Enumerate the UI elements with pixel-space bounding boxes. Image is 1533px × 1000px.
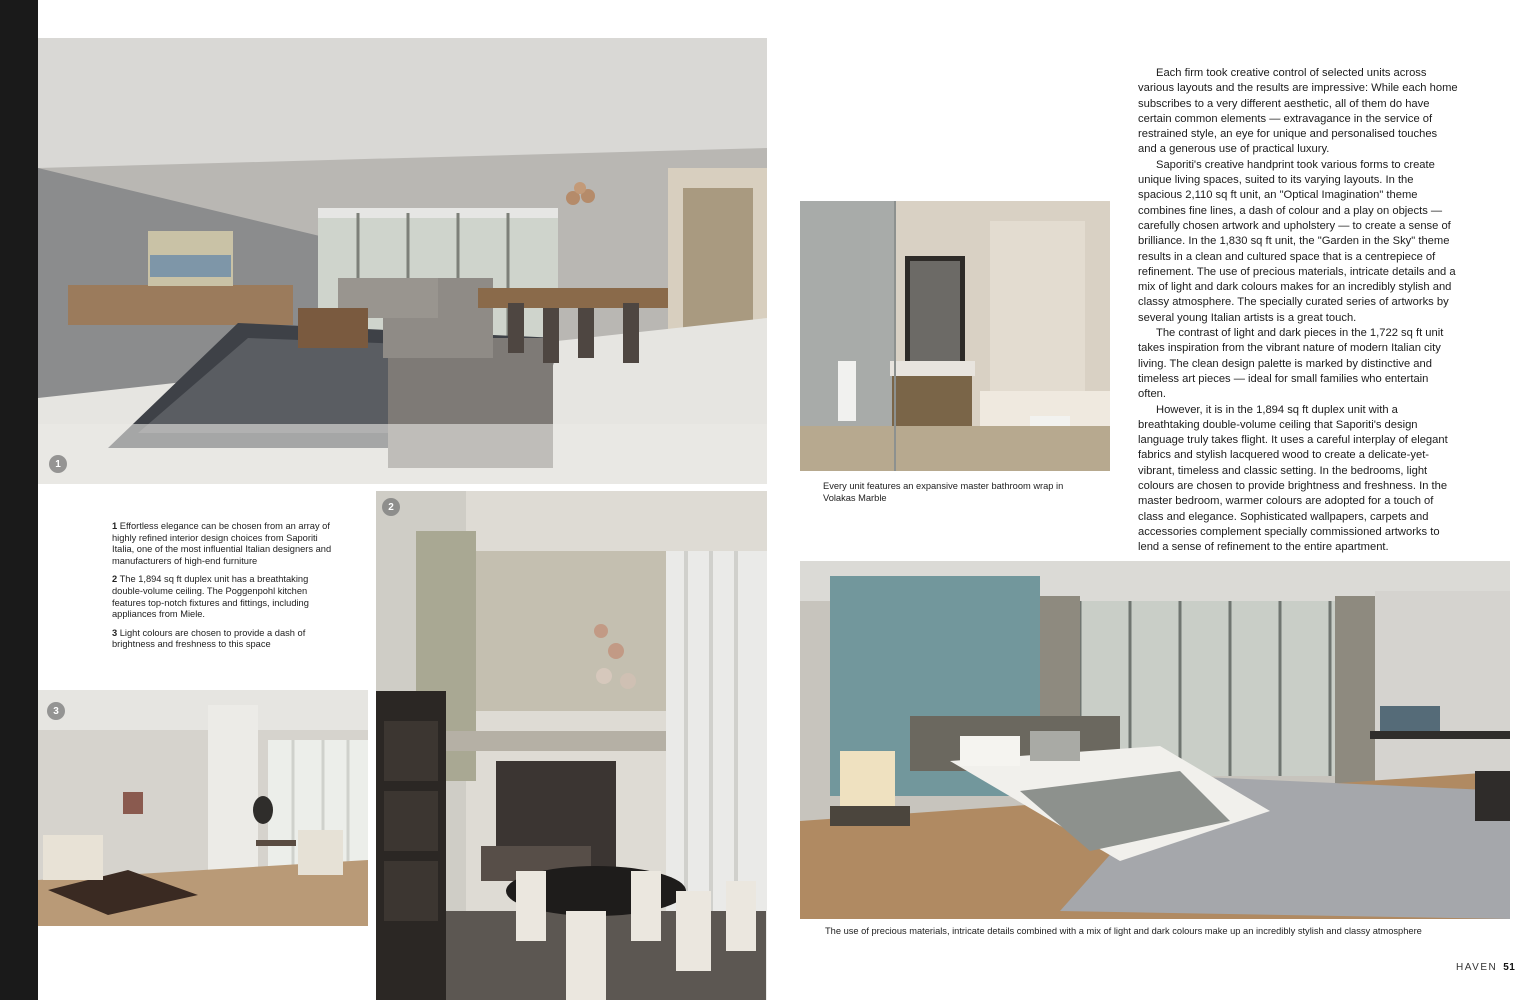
body-paragraph: The contrast of light and dark pieces in the 1,722 sq ft unit takes inspiration from the vibrant nature of modern Italian city living. The clean design palette is marked by distinctive and timeless art pieces — ideal for small families who entertain often. [1138, 327, 1444, 401]
caption-2: 2 The 1,894 sq ft duplex unit has a breathtaking double-volume ceiling. The Poggenpohl kitchen features top-notch fixtures and fittings, including appliances from Miele. [112, 574, 309, 620]
magazine-name: HAVEN [1456, 962, 1498, 973]
photo-number-badge: 2 [382, 498, 400, 516]
caption-1: 1 Effortless elegance can be chosen from an array of highly refined interior design choices from Saporiti Italia, one of the most influential Italian designers and manufacturers of high-end furniture [112, 521, 332, 566]
photo-living-room [38, 38, 767, 484]
photo-captions [112, 521, 334, 658]
bathroom-caption: Every unit features an expansive master bathroom wrap in Volakas Marble [823, 481, 1064, 503]
body-paragraph: Saporiti's creative handprint took various forms to create unique living spaces, suited to its varying layouts. In the spacious 2,110 sq ft unit, an "Optical Imagination" theme combines fine lines, a dash of colour and a play on objects — carefully chosen artwork and upholstery — to create a sense of brilliance. In the 1,830 sq ft unit, the "Garden in the Sky" theme results in a clean and cultured space that is a centrepiece of refinement. The use of precious materials, intricate details and a mix of light and dark colours makes for an incredibly stylish and classy atmosphere. The specially curated series of artworks by several young Italian artists is a great touch. [1138, 158, 1456, 324]
body-paragraph: However, it is in the 1,894 sq ft duplex unit with a breathtaking double-volume ceiling that Saporiti's design language truly takes flight. It uses a careful interplay of elegant fabrics and stylish lacquered wood to create a delicate-yet-vibrant, timeless and classic setting. In the bedrooms, light colours are chosen to provide brightness and freshness. In the master bedroom, warmer colours are adopted for a touch of class and elegance. Sophisticated wallpapers, carpets and accessories complement specially commissioned artworks to lend a sense of refinement to the entire apartment. [1138, 403, 1448, 554]
page-number: 51 [1503, 962, 1516, 973]
bedroom-caption: The use of precious materials, intricate details combined with a mix of light and dark colours make up an incredibly stylish and classy atmosphere [825, 926, 1422, 936]
page-gutter-shadow [0, 0, 38, 1000]
photo-lounge-area [38, 690, 368, 926]
photo-kitchen [376, 491, 767, 1000]
page-folio [1456, 962, 1515, 973]
article-body [1138, 66, 1458, 556]
photo-number-badge: 3 [47, 702, 65, 720]
photo-number-badge: 1 [49, 455, 67, 473]
caption-3: 3 Light colours are chosen to provide a dash of brightness and freshness to this space [112, 627, 306, 650]
body-paragraph: Each firm took creative control of selected units across various layouts and the results are impressive: While each home subscribes to a very different aesthetic, all of them do have certain common elements — extravagance in the service of restrained style, an eye for unique and personalised touches and a generous use of practical luxury. [1138, 67, 1458, 156]
photo-master-bedroom [800, 561, 1510, 919]
photo-bathroom [800, 201, 1110, 471]
